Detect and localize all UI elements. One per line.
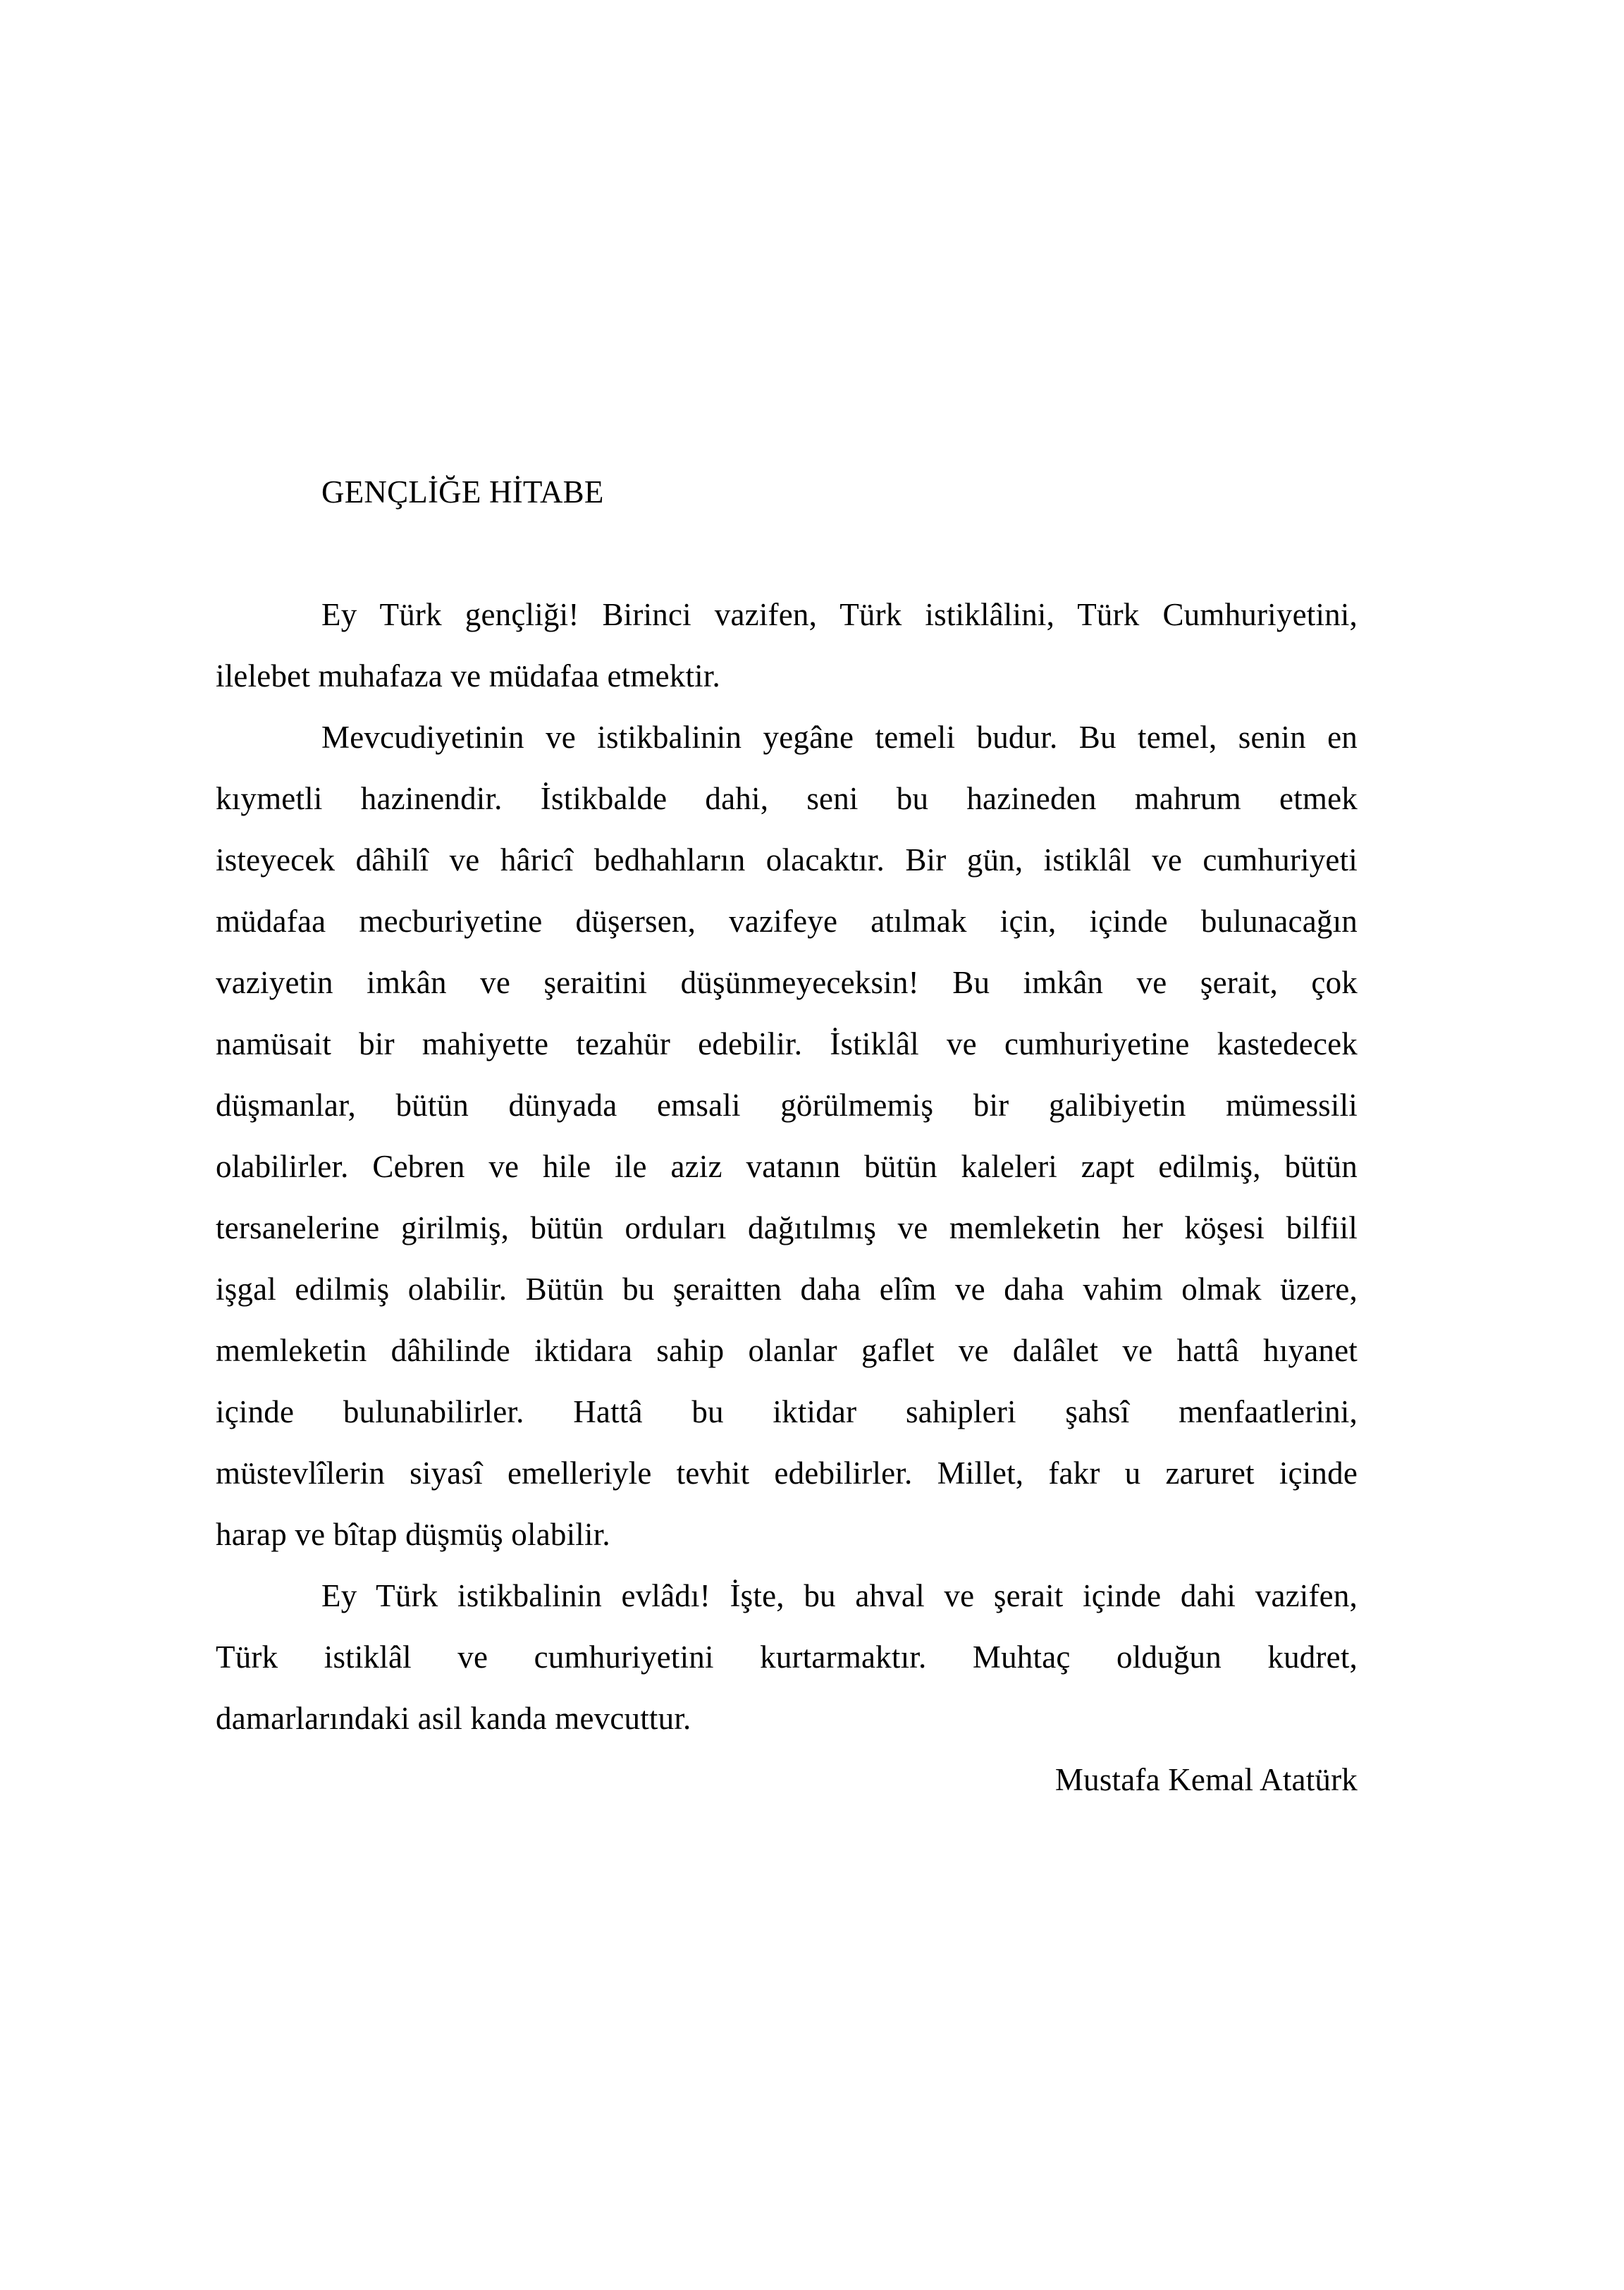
text-line: isteyecek dâhilî ve hâricî bedhahların olacaktır. Bir gün, istiklâl ve cumhuriyeti (216, 842, 1358, 878)
text-line: Mevcudiyetinin ve istikbalinin yegâne temeli budur. Bu temel, senin en (321, 720, 1358, 755)
text-line: olabilirler. Cebren ve hile ile aziz vatanın bütün kaleleri zapt edilmiş, bütün (216, 1149, 1358, 1184)
signature: Mustafa Kemal Atatürk (1054, 1762, 1358, 1797)
text-line: işgal edilmiş olabilir. Bütün bu şeraitten daha elîm ve daha vahim olmak üzere, (216, 1272, 1358, 1307)
text-line: Ey Türk istikbalinin evlâdı! İşte, bu ahval ve şerait içinde dahi vazifen, (321, 1578, 1358, 1613)
text-line: tersanelerine girilmiş, bütün orduları dağıtılmış ve memleketin her köşesi bilfiil (216, 1210, 1358, 1245)
text-line: içinde bulunabilirler. Hattâ bu iktidar sahipleri şahsî menfaatlerini, (216, 1394, 1358, 1429)
text-line: Türk istiklâl ve cumhuriyetini kurtarmaktır. Muhtaç olduğun kudret, (216, 1639, 1358, 1675)
text-line: namüsait bir mahiyette tezahür edebilir. İstiklâl ve cumhuriyetine kastedecek (216, 1026, 1358, 1061)
text-line: ilelebet muhafaza ve müdafaa etmektir. (216, 658, 720, 694)
text-line: vaziyetin imkân ve şeraitini düşünmeyeceksin! Bu imkân ve şerait, çok (216, 965, 1358, 1000)
text-line: kıymetli hazinendir. İstikbalde dahi, seni bu hazineden mahrum etmek (216, 781, 1358, 816)
text-line: düşmanlar, bütün dünyada emsali görülmemiş bir galibiyetin mümessili (216, 1088, 1358, 1123)
page-title: GENÇLİĞE HİTABE (321, 474, 604, 510)
text-line: müdafaa mecburiyetine düşersen, vazifeye atılmak için, içinde bulunacağın (216, 904, 1358, 939)
text-line: memleketin dâhilinde iktidara sahip olanlar gaflet ve dalâlet ve hattâ hıyanet (216, 1333, 1358, 1368)
text-line: harap ve bîtap düşmüş olabilir. (216, 1517, 610, 1552)
text-line: damarlarındaki asil kanda mevcuttur. (216, 1701, 691, 1736)
text-line: Ey Türk gençliği! Birinci vazifen, Türk istiklâlini, Türk Cumhuriyetini, (321, 597, 1358, 632)
text-line: müstevlîlerin siyasî emelleriyle tevhit edebilirler. Millet, fakr u zaruret içinde (216, 1455, 1358, 1491)
text-block (216, 462, 1358, 1811)
